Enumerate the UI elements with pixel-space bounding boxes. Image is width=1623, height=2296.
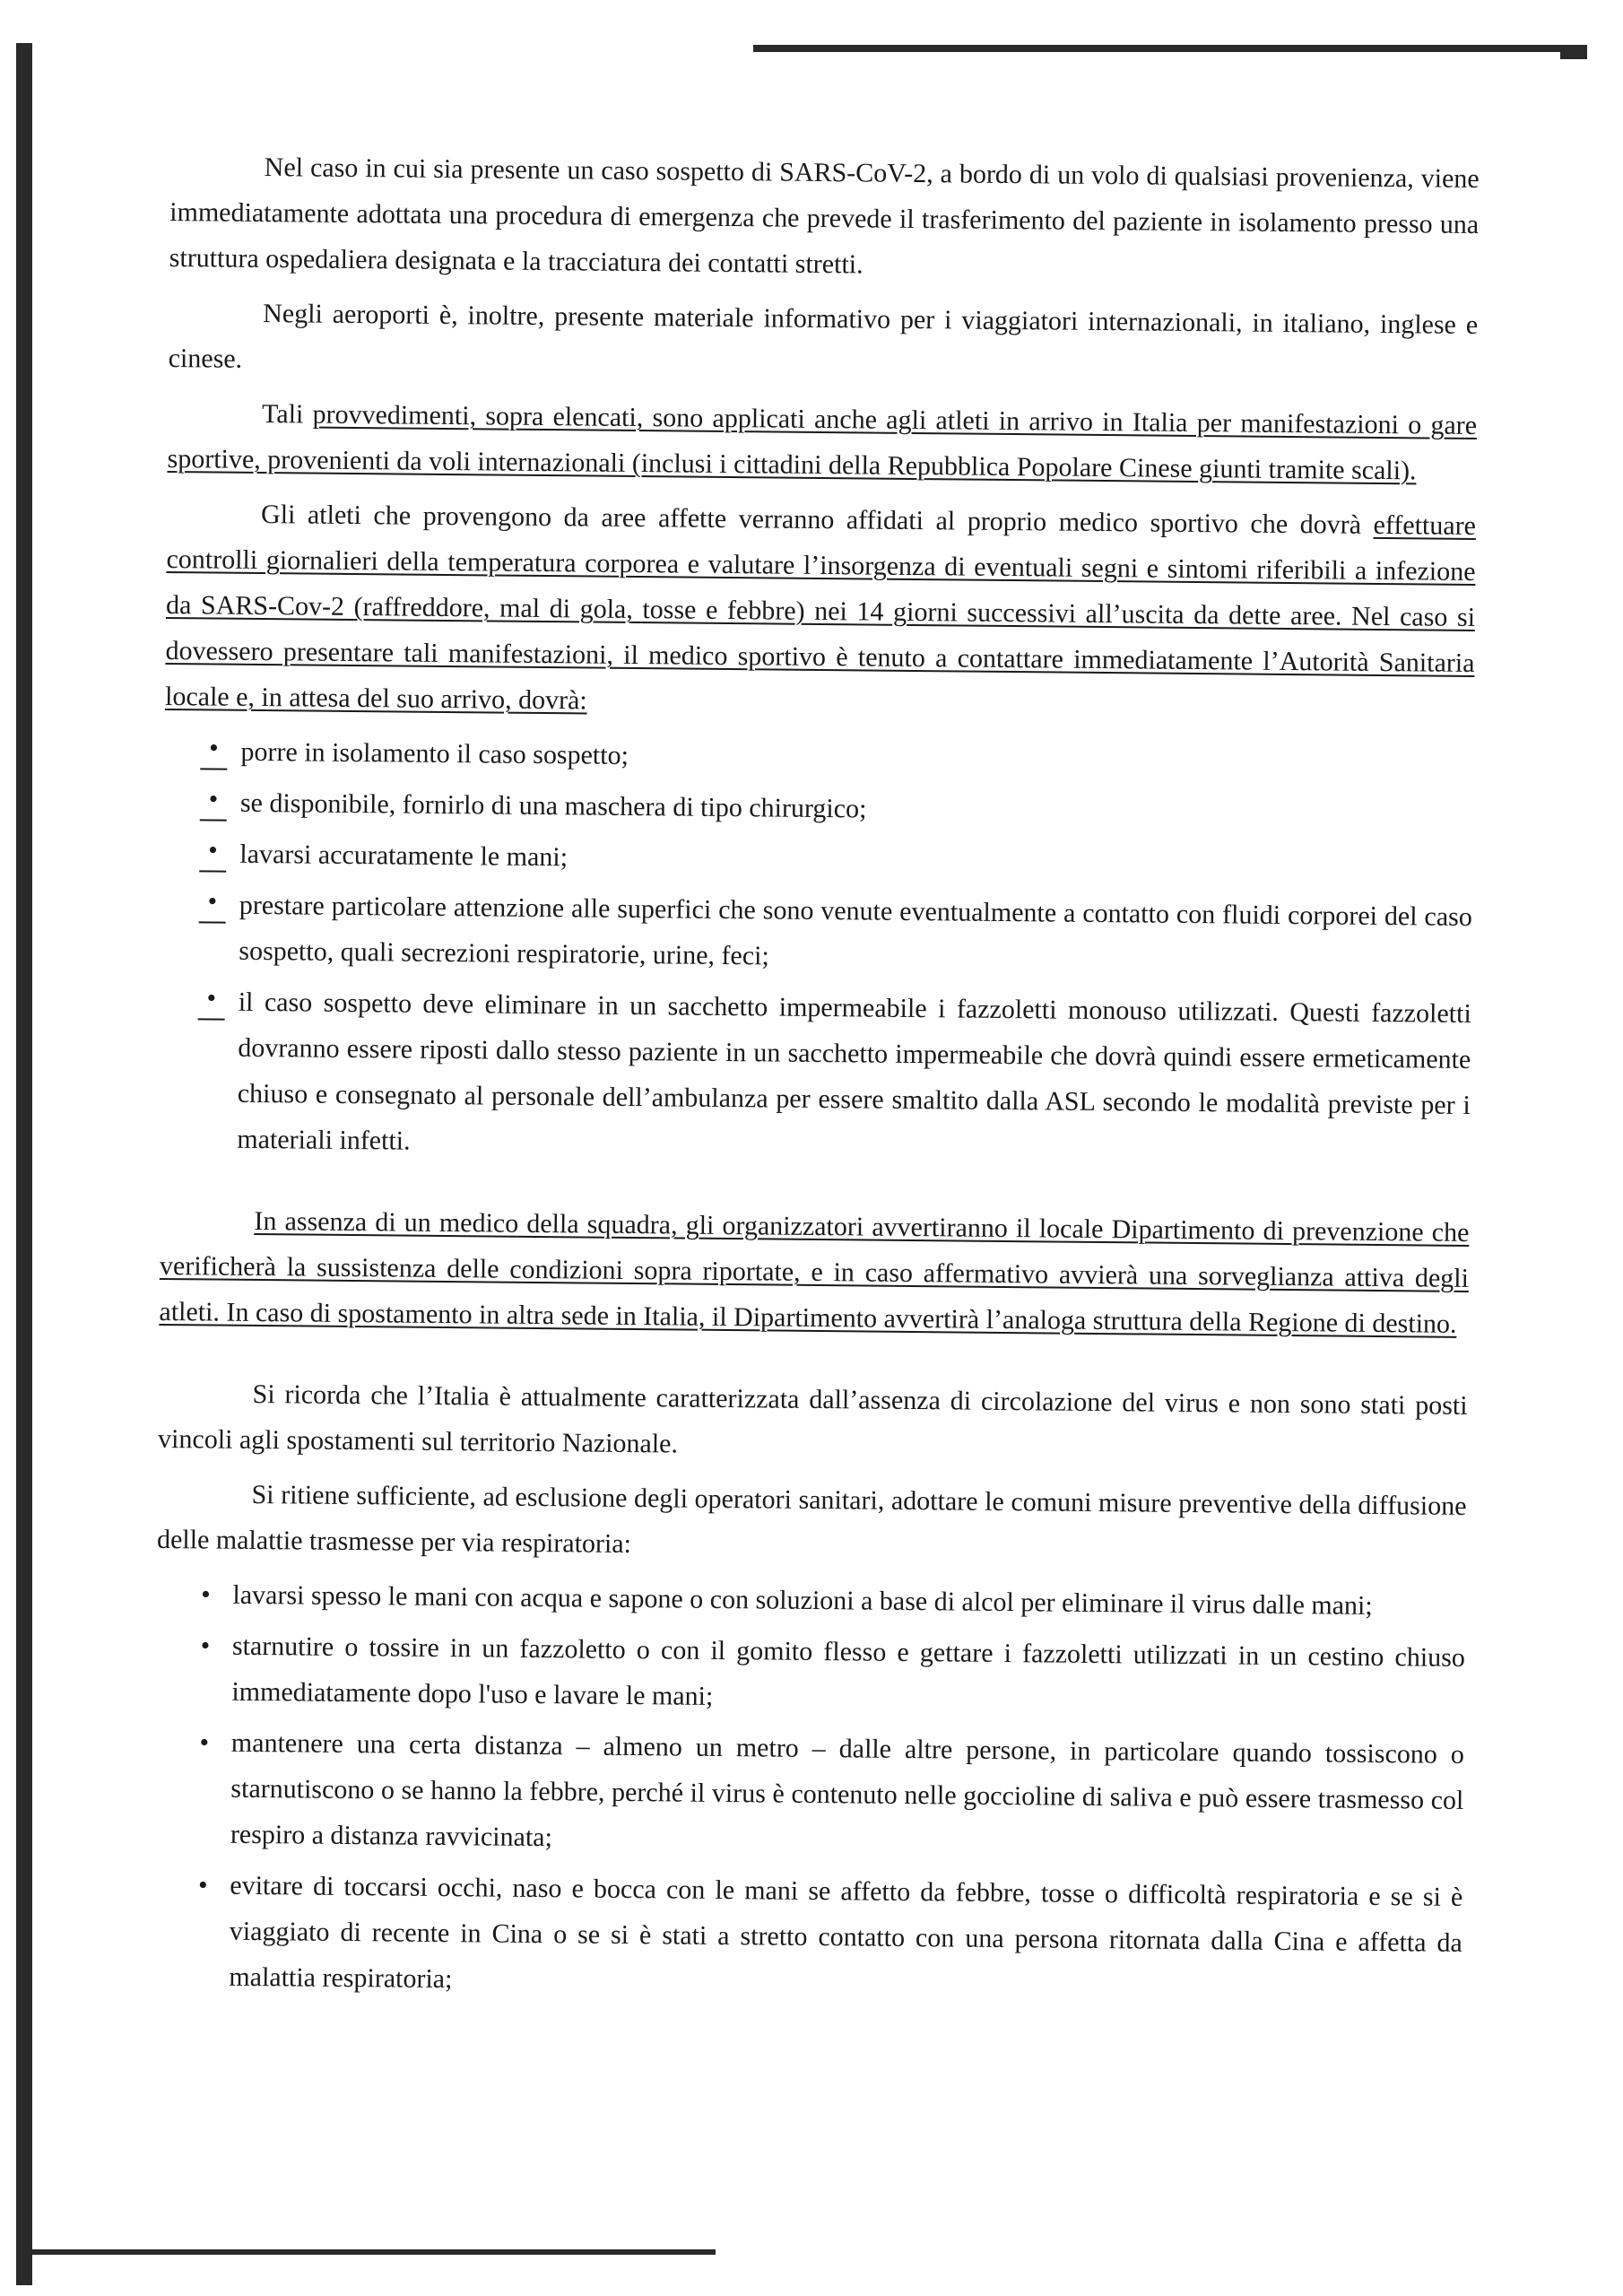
bullet-icon: • <box>199 1727 210 1758</box>
list-item <box>163 831 1472 889</box>
bullet-icon: • <box>200 728 227 770</box>
scan-edge-top <box>753 45 1587 52</box>
list-item <box>164 728 1473 787</box>
scan-edge-top-corner <box>1560 45 1587 59</box>
paragraph-organizers: In assenza di un medico della squadra, gli organizzatori avvertiranno il locale Dipartimento di prevenzione che verificherà la sussistenza delle condizioni sopra riportate, e in caso affermativo avvierà una sorveglianza attiva degli atleti. In caso di spostamento in altra sede in Italia, il Dipartimento avvertirà l’analoga struttura della Regione di destino. <box>159 1205 1470 1339</box>
scan-edge-left <box>16 43 32 2285</box>
list-item-text: mantenere una certa distanza – almeno un metro – dalle altre persone, in particolare quando tossiscono o starnutiscono o se hanno la febbre, perché il virus è contenuto nelle goccioline di saliva e può essere trasmesso col respiro a distanza ravvicinata; <box>230 1727 1464 1853</box>
paragraph-athletes-arrival <box>167 390 1477 494</box>
list-item <box>154 1719 1464 1869</box>
paragraph-suspected-case: Nel caso in cui sia presente un caso sospetto di SARS-CoV-2, a bordo di un volo di qualsiasi provenienza, viene immediatamente adottata una procedura di emergenza che prevede il trasferimento del paziente in isolamento presso una struttura ospedaliera designata e la tracciatura dei contatti stretti. <box>169 152 1480 280</box>
paragraph-italy-status: Si ricorda che l’Italia è attualmente caratterizzata dall’assenza di circolazione del virus e non sono stati posti vincoli agli spostamenti sul territorio Nazionale. <box>157 1378 1468 1459</box>
list-item-text: evitare di toccarsi occhi, naso e bocca con le mani se affetto da febbre, tosse o difficoltà respiratoria e se si è viaggiato di recente in Cina o se si è stati a stretto contatto con una persona ritornata dalla Cina e affetta da malattia respiratoria; <box>229 1870 1463 1995</box>
list-item <box>156 1571 1465 1630</box>
paragraph-doctor-underlined: effettuare controlli giornalieri della temperatura corporea e valutare l’insorgenza di eventuali segni e sintomi riferibili a infezione da SARS-Cov-2 (raffreddore, mal di gola, tosse e febbre) nei 14 giorni successivi all’uscita da dette aree. Nel caso si dovessero presentare tali manifestazioni, il medico sportivo è tenuto a contattare immediatamente l’Autorità Sanitaria locale e, in attesa del suo arrivo, dovrà: <box>164 509 1477 716</box>
bullet-icon: • <box>197 1870 208 1900</box>
bullet-icon: • <box>199 882 226 923</box>
paragraph-sports-doctor <box>165 491 1476 732</box>
list-item-text: il caso sospetto deve eliminare in un sacchetto impermeabile i fazzoletti monouso utilizzati. Questi fazzoletti dovranno essere riposti dallo stesso paziente in un sacchetto impermeabile che dovrà quindi essere ermeticamente chiuso e consegnato al personale dell’ambulanza per essere smaltito dalla ASL secondo le modalità previste per i materiali infetti. <box>237 987 1471 1156</box>
paragraph-airport-info: Negli aeroporti è, inoltre, presente materiale informativo per i viaggiatori internazionali, in italiano, inglese e cinese. <box>168 299 1479 374</box>
bullet-icon: • <box>201 1579 211 1610</box>
bullet-icon: • <box>198 978 225 1020</box>
list-item-text: starnutire o tossire in un fazzoletto o con il gomito flesso e gettare i fazzoletti utilizzati in un cestino chiuso immediatamente dopo l'uso e lavare le mani; <box>231 1631 1466 1711</box>
list-item <box>155 1622 1465 1726</box>
paragraph-athletes-underlined: provvedimenti, sopra elencati, sono applicati anche agli atleti in arrivo in Italia per manifestazioni o gare sportive, provenienti da voli internazionali (inclusi i cittadini della Repubblica Popolare Cinese giunti tramite scali). <box>167 399 1478 486</box>
list-item-text: se disponibile, fornirlo di una maschera di tipo chirurgico; <box>239 787 867 824</box>
list-item-text: lavarsi accuratamente le mani; <box>239 839 568 873</box>
list-item <box>161 978 1471 1174</box>
preventive-measures-list <box>152 1571 1466 2012</box>
list-item-text: prestare particolare attenzione alle superfici che sono venute eventualmente a contatto con fluidi corporei del caso sospetto, quali secrezioni respiratorie, urine, feci; <box>239 890 1472 971</box>
list-item <box>152 1862 1462 2012</box>
list-item-text: lavarsi spesso le mani con acqua e sapone o con soluzioni a base di alcol per eliminare il virus dalle mani; <box>232 1579 1373 1621</box>
bullet-icon: • <box>199 831 226 872</box>
document-page <box>152 144 1480 2021</box>
scan-edge-bottom <box>16 2249 716 2255</box>
list-item-text: porre in isolamento il caso sospetto; <box>240 736 629 770</box>
list-item <box>164 779 1473 838</box>
bullet-icon: • <box>200 779 227 821</box>
paragraph-measures-intro: Si ritiene sufficiente, ad esclusione degli operatori sanitari, adottare le comuni misure preventive della diffusione delle malattie trasmesse per via respiratoria: <box>156 1479 1467 1560</box>
paragraph-doctor-lead: Gli atleti che provengono da aree affette verranno affidati al proprio medico sportivo che dovrà <box>260 499 1374 540</box>
doctor-actions-list <box>161 728 1474 1174</box>
paragraph-athletes-lead: Tali <box>261 398 313 430</box>
bullet-icon: • <box>200 1631 211 1661</box>
list-item <box>162 882 1472 986</box>
